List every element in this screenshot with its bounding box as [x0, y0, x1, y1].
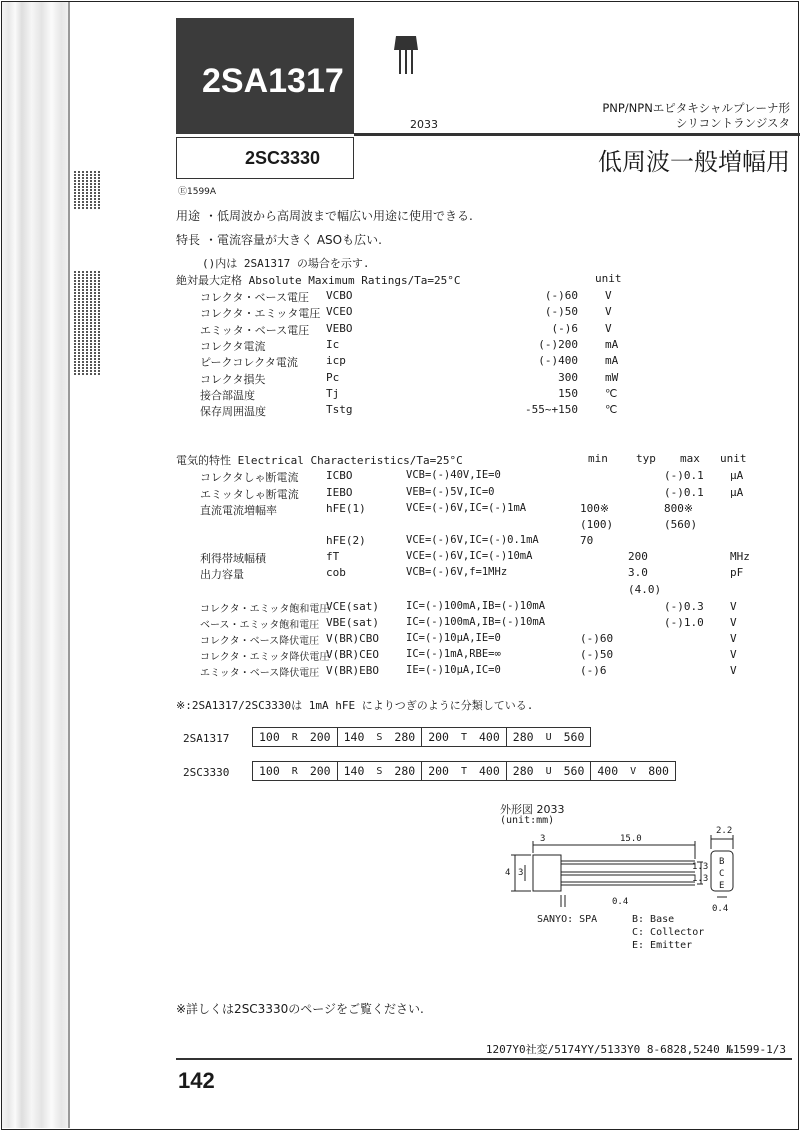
elec-col-max: max — [680, 452, 700, 465]
elec-heading: 電気的特性 Electrical Characteristics/Ta=25°C — [176, 454, 463, 467]
class-cell: U — [540, 762, 558, 781]
elec-row-max: (-)1.0 — [664, 616, 704, 629]
abs-row-symbol: Pc — [326, 370, 340, 384]
abs-row-unit: V — [605, 289, 612, 302]
elec-row-symbol: VCE(sat) — [326, 600, 379, 613]
outline-legend-emitter: E: Emitter — [632, 940, 693, 951]
header-rule — [354, 133, 800, 136]
elec-row-symbol: V(BR)EBO — [326, 664, 379, 677]
elec-row-condition: VCB=(-)40V,IE=0 — [406, 469, 501, 481]
elec-row-condition: IC=(-)100mA,IB=(-)10mA — [406, 600, 546, 612]
elec-row-condition: VCB=(-)6V,f=1MHz — [406, 566, 508, 578]
elec-row-unit: pF — [730, 566, 744, 579]
class-cell: 280 — [388, 762, 421, 781]
elec-row-typ: 200 — [628, 550, 648, 563]
part-title-box — [176, 18, 354, 134]
elec-row-unit: V — [730, 632, 737, 645]
elec-row-symbol: V(BR)CBO — [326, 632, 379, 645]
class-cell: 560 — [558, 728, 591, 747]
abs-row-symbol: VCEO — [326, 305, 353, 319]
part-sub-box — [176, 137, 354, 179]
elec-row-unit: V — [730, 616, 737, 629]
abs-row-value: (-)6 — [551, 321, 578, 335]
elec-row-name: 出力容量 — [200, 568, 244, 581]
outline-unit: (unit:mm) — [500, 815, 555, 826]
elec-row-name: コレクタ・エミッタ飽和電圧 — [200, 604, 330, 615]
elec-row-typ: (4.0) — [628, 583, 662, 596]
elec-row-unit: μA — [730, 486, 744, 499]
abs-row-symbol: icp — [326, 354, 346, 368]
abs-row-name: エミッタ・ベース電圧 — [200, 323, 310, 337]
abs-row-name: 接合部温度 — [200, 388, 255, 402]
elec-row-max: (-)0.1 — [664, 469, 704, 482]
doc-number: Ⓔ1599A — [178, 187, 217, 197]
outline-dim-15: 15.0 — [620, 834, 642, 844]
abs-row-value: (-)200 — [538, 337, 578, 351]
class-cell: 280 — [388, 728, 421, 747]
elec-row-name: 直流電流増幅率 — [200, 504, 277, 517]
class-cell: R — [286, 728, 304, 747]
application-title: 低周波一般増幅用 — [598, 148, 790, 176]
abs-row-unit: ℃ — [605, 386, 618, 400]
abs-max-unit-header: unit — [595, 272, 622, 285]
usage-label: 用途 — [176, 209, 201, 223]
abs-row-value: -55~+150 — [525, 403, 578, 417]
features-text: ・電流容量が大きく ASOも広い. — [205, 233, 382, 247]
abs-row-unit: V — [605, 305, 612, 319]
elec-col-typ: typ — [636, 452, 656, 465]
elec-row-condition: VCE=(-)6V,IC=(-)10mA — [406, 550, 533, 562]
class-cell: R — [286, 762, 304, 781]
elec-row-symbol: hFE(2) — [326, 534, 366, 547]
abs-row-unit: ℃ — [605, 403, 618, 417]
outline-dim-1-3a: 1.3 — [692, 862, 709, 872]
elec-row-symbol: VBE(sat) — [326, 616, 379, 629]
outline-dim-3: 3 — [540, 834, 546, 844]
abs-row-symbol: Tj — [326, 386, 340, 400]
outline-dim-4: 4 — [505, 868, 511, 878]
footer-code-line: 1207Y0社変/5174YY/5133Y0 8-6828,5240 №1599-1/3 — [485, 1043, 786, 1056]
class-cell: 200 — [304, 728, 337, 747]
class-cell: T — [455, 728, 473, 747]
outline-dim-1-3b: 1.3 — [692, 874, 709, 884]
class-cell: 140 — [337, 728, 370, 747]
outline-pin-e: E — [719, 881, 725, 891]
elec-row-condition: IE=(-)10μA,IC=0 — [406, 664, 501, 676]
features-label: 特長 — [176, 233, 201, 247]
abs-row-symbol: VEBO — [326, 321, 353, 335]
elec-row-condition: IC=(-)10μA,IE=0 — [406, 632, 501, 644]
elec-row-max: (-)0.1 — [664, 486, 704, 499]
abs-row-unit: mA — [605, 337, 619, 351]
elec-row-unit: V — [730, 648, 737, 661]
abs-row-symbol: Ic — [326, 337, 340, 351]
abs-row-value: (-)50 — [544, 305, 578, 319]
elec-row-symbol: IEBO — [326, 486, 353, 499]
elec-row-min: (-)50 — [580, 648, 614, 661]
class-cell: 400 — [473, 728, 506, 747]
elec-row-min: (100) — [580, 518, 614, 531]
elec-row-condition: IC=(-)1mA,RBE=∞ — [406, 648, 501, 660]
abs-row-value: (-)60 — [544, 289, 578, 302]
class-cell: 280 — [506, 728, 539, 747]
elec-row-min: (-)60 — [580, 632, 614, 645]
elec-row-unit: MHz — [730, 550, 750, 563]
type-line-1: PNP/NPNエピタキシャルプレーナ形 — [602, 101, 790, 115]
elec-row-unit: μA — [730, 469, 744, 482]
class-cell: 200 — [422, 728, 455, 747]
class-cell: 200 — [304, 762, 337, 781]
punch-marks — [74, 170, 102, 212]
elec-row-unit: V — [730, 664, 737, 677]
abs-row-unit: V — [605, 321, 612, 335]
class-cell: U — [540, 728, 558, 747]
abs-row-name: 保存周囲温度 — [200, 405, 266, 419]
elec-row-max: (560) — [664, 518, 698, 531]
elec-row-condition: VCE=(-)6V,IC=(-)0.1mA — [406, 534, 539, 546]
type-line-2: シリコントランジスタ — [675, 116, 790, 130]
abs-row-value: (-)400 — [538, 354, 578, 368]
binding-edge — [2, 2, 68, 1128]
page-number: 142 — [178, 1068, 215, 1093]
class-label-2sc3330: 2SC3330 — [183, 766, 230, 779]
class-cell: 400 — [591, 762, 624, 781]
elec-row-symbol: ICBO — [326, 469, 353, 482]
class-cell: S — [370, 728, 388, 747]
outline-maker: SANYO: SPA — [537, 914, 598, 925]
elec-row-name: コレクタ・エミッタ降伏電圧 — [200, 652, 330, 663]
class-cell: 280 — [506, 762, 539, 781]
elec-row-name: ベース・エミッタ飽和電圧 — [200, 620, 320, 631]
outline-dim-0-4a: 0.4 — [612, 897, 629, 907]
usage-text: ・低周波から高周波まで幅広い用途に使用できる. — [205, 209, 473, 223]
class-table-2sc3330 — [252, 761, 676, 781]
elec-row-condition: VCE=(-)6V,IC=(-)1mA — [406, 502, 527, 514]
outline-legend-collector: C: Collector — [632, 927, 705, 938]
class-cell: 100 — [253, 762, 286, 781]
class-cell: 400 — [473, 762, 506, 781]
elec-row-name: エミッタ・ベース降伏電圧 — [200, 668, 320, 679]
punch-marks-lower — [74, 270, 102, 385]
abs-row-unit: mA — [605, 354, 619, 368]
abs-row-name: コレクタ・ベース電圧 — [200, 291, 310, 304]
elec-row-name: コレクタしゃ断電流 — [200, 471, 299, 484]
outline-dim-2-2: 2.2 — [716, 826, 733, 836]
elec-row-condition: VEB=(-)5V,IC=0 — [406, 486, 495, 498]
abs-row-value: 300 — [558, 370, 578, 384]
elec-row-symbol: V(BR)CEO — [326, 648, 379, 661]
abs-row-symbol: VCBO — [326, 289, 353, 302]
outline-dim-3b: 3 — [518, 868, 524, 878]
abs-row-name: コレクタ電流 — [200, 339, 266, 353]
abs-max-heading: 絶対最大定格 Absolute Maximum Ratings/Ta=25°C — [176, 274, 461, 287]
transistor-icon — [388, 32, 424, 76]
outline-legend-base: B: Base — [632, 914, 675, 925]
class-cell: S — [370, 762, 388, 781]
elec-row-min: 70 — [580, 534, 594, 547]
elec-row-symbol: fT — [326, 550, 340, 563]
package-code: 2033 — [410, 118, 438, 131]
class-cell: 200 — [422, 762, 455, 781]
elec-row-unit: V — [730, 600, 737, 613]
elec-row-name: 利得帯域幅積 — [200, 552, 266, 565]
abs-row-value: 150 — [558, 386, 578, 400]
class-label-2sa1317: 2SA1317 — [183, 732, 230, 745]
elec-col-unit: unit — [720, 452, 747, 465]
part-number-sub: 2SC3330 — [245, 148, 321, 168]
class-cell: 100 — [253, 728, 286, 747]
outline-title: 外形図 2033 — [500, 803, 565, 816]
paren-note: ()内は 2SA1317 の場合を示す. — [202, 257, 370, 270]
class-cell: 800 — [642, 762, 675, 781]
outline-pin-c: C — [719, 869, 725, 879]
class-cell: 560 — [558, 762, 591, 781]
outline-dim-0-4b: 0.4 — [712, 904, 729, 914]
abs-row-symbol: Tstg — [326, 403, 353, 417]
part-number-main: 2SA1317 — [202, 62, 344, 100]
abs-row-name: コレクタ・エミッタ電圧 — [200, 307, 321, 321]
elec-row-name: エミッタしゃ断電流 — [200, 488, 299, 501]
elec-col-min: min — [588, 452, 608, 465]
elec-row-symbol: hFE(1) — [326, 502, 366, 515]
class-cell: V — [624, 762, 642, 781]
elec-row-symbol: cob — [326, 566, 346, 579]
class-cell: 140 — [337, 762, 370, 781]
elec-row-name: コレクタ・ベース降伏電圧 — [200, 636, 320, 647]
elec-row-max: (-)0.3 — [664, 600, 704, 613]
classification-note: ※:2SA1317/2SC3330は 1mA hFE によりつぎのように分類している. — [176, 699, 534, 712]
abs-row-unit: mW — [605, 370, 619, 384]
outline-pin-b: B — [719, 857, 725, 867]
class-cell: T — [455, 762, 473, 781]
see-other-page-note: ※詳しくは2SC3330のページをご覧ください. — [176, 1002, 424, 1016]
elec-row-typ: 3.0 — [628, 566, 648, 579]
footer-rule — [176, 1058, 792, 1060]
elec-row-max: 800※ — [664, 502, 694, 515]
elec-row-min: 100※ — [580, 502, 610, 515]
class-table-2sa1317 — [252, 727, 591, 747]
abs-row-name: コレクタ損失 — [200, 372, 266, 386]
elec-row-min: (-)6 — [580, 664, 607, 677]
abs-row-name: ピークコレクタ電流 — [200, 356, 298, 370]
elec-row-condition: IC=(-)100mA,IB=(-)10mA — [406, 616, 546, 628]
